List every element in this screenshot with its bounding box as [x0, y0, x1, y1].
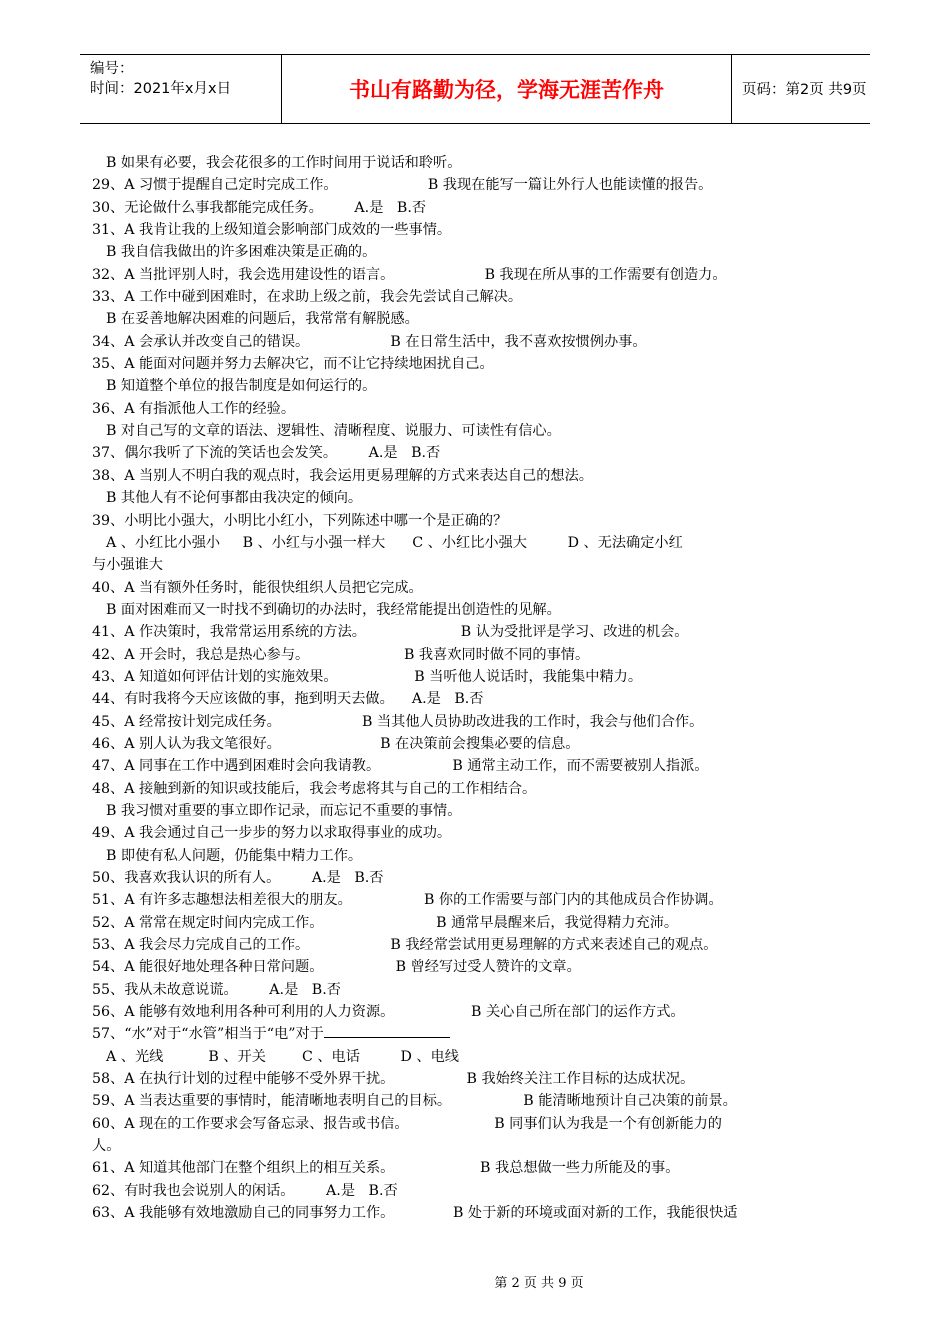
question-text: 57、“水”对于“水管”相当于“电”对于: [92, 1026, 324, 1043]
question-line: [92, 979, 864, 1001]
header-left-cell: [80, 55, 282, 123]
question-line: [92, 398, 864, 420]
question-text: B 面对困难而又一时找不到确切的办法时，我经常能提出创造性的见解。: [106, 601, 561, 618]
question-text: 41、A 作决策时，我常常运用系统的方法。 B 认为受批评是学习、改进的机会。: [92, 624, 689, 641]
question-text: 39、小明比小强大，小明比小红小，下列陈述中哪一个是正确的？: [92, 512, 508, 529]
question-text: 47、A 同事在工作中遇到困难时会向我请教。 B 通常主动工作，而不需要被别人指派。: [92, 758, 709, 775]
question-line: [92, 867, 864, 889]
question-line: [92, 219, 864, 241]
question-text: 42、A 开会时，我总是热心参与。 B 我喜欢同时做不同的事情。: [92, 646, 590, 663]
question-text: B 我自信我做出的许多困难决策是正确的。: [106, 244, 377, 261]
question-text: 33、A 工作中碰到困难时，在求助上级之前，我会先尝试自己解决。: [92, 289, 523, 306]
question-text: 44、有时我将今天应该做的事，拖到明天去做。 A.是 B.否: [92, 691, 484, 708]
question-text: 35、A 能面对问题并努力去解决它，而不让它持续地困扰自己。: [92, 356, 494, 373]
question-line: [92, 845, 864, 867]
header-motto: 书山有路勤为径，学海无涯苦作舟: [282, 55, 732, 123]
question-line: [92, 1046, 864, 1068]
question-text: 59、A 当表达重要的事情时，能清晰地表明自己的目标。 B 能清晰地预计自己决策的前景。: [92, 1093, 737, 1110]
question-text: 34、A 会承认并改变自己的错误。 B 在日常生活中，我不喜欢按惯例办事。: [92, 333, 647, 350]
header-page-info: 页码：第2页 共9页: [742, 82, 867, 98]
question-text: 60、A 现在的工作要求会写备忘录、报告或书信。 B 同事们认为我是一个有创新能力的: [92, 1115, 722, 1132]
question-line: [92, 420, 864, 442]
question-text: B 我习惯对重要的事立即作记录，而忘记不重要的事情。: [106, 802, 462, 819]
question-text: 36、A 有指派他人工作的经验。: [92, 400, 296, 417]
question-text: 58、A 在执行计划的过程中能够不受外界干扰。 B 我始终关注工作目标的达成状况。: [92, 1071, 695, 1088]
question-line: [92, 532, 864, 554]
question-text: 38、A 当别人不明白我的观点时，我会运用更易理解的方式来表达自己的想法。: [92, 467, 593, 484]
question-line: [92, 912, 864, 934]
question-line: [92, 956, 864, 978]
question-line: [92, 1135, 864, 1157]
fill-in-blank[interactable]: [324, 1023, 450, 1038]
question-text: 51、A 有许多志趣想法相差很大的朋友。 B 你的工作需要与部门内的其他成员合作协调。: [92, 892, 723, 909]
question-text: 43、A 知道如何评估计划的实施效果。 B 当听他人说话时，我能集中精力。: [92, 668, 643, 685]
question-line: [92, 733, 864, 755]
question-text: 29、A 习惯于提醒自己定时完成工作。 B 我现在能写一篇让外行人也能读懂的报告。: [92, 177, 713, 194]
question-line: [92, 822, 864, 844]
question-text: 48、A 接触到新的知识或技能后，我会考虑将其与自己的工作相结合。: [92, 780, 537, 797]
question-text: 与小强谁大: [92, 557, 163, 574]
document-number-label: 编号：: [90, 61, 134, 77]
question-line: [92, 197, 864, 219]
question-line: [92, 286, 864, 308]
question-line: [92, 688, 864, 710]
question-text: B 如果有必要，我会花很多的工作时间用于说话和聆听。: [106, 155, 462, 171]
question-line: [92, 800, 864, 822]
question-text: 30、无论做什么事我都能完成任务。 A.是 B.否: [92, 199, 427, 216]
question-text: 55、我从未故意说谎。 A.是 B.否: [92, 981, 341, 998]
question-text: 37、偶尔我听了下流的笑话也会发笑。 A.是 B.否: [92, 445, 441, 462]
question-text: 62、有时我也会说别人的闲话。 A.是 B.否: [92, 1182, 398, 1199]
question-text: A 、光线 B 、开关 C 、电话 D 、电线: [106, 1048, 459, 1065]
question-line: [92, 778, 864, 800]
question-text: B 即使有私人问题，仍能集中精力工作。: [106, 847, 363, 864]
question-line: [92, 174, 864, 196]
question-line: [92, 331, 864, 353]
question-line: [92, 1023, 864, 1045]
question-text: B 知道整个单位的报告制度是如何运行的。: [106, 378, 377, 395]
question-text: A 、小红比小强小 B 、小红与小强一样大 C 、小红比小强大 D 、无法确定小红: [106, 534, 683, 551]
question-text: 人。: [92, 1138, 121, 1155]
question-line: [92, 755, 864, 777]
question-line: [92, 1157, 864, 1179]
question-line: [92, 1113, 864, 1135]
questionnaire-body: [92, 152, 864, 1225]
question-line: [92, 599, 864, 621]
question-text: B 对自己写的文章的语法、逻辑性、清晰程度、说服力、可读性有信心。: [106, 423, 561, 440]
question-line: [92, 554, 864, 576]
question-line: [92, 487, 864, 509]
question-line: [92, 241, 864, 263]
question-text: 63、A 我能够有效地激励自己的同事努力工作。 B 处于新的环境或面对新的工作，我能很快适: [92, 1205, 738, 1222]
question-text: B 其他人有不论何事都由我决定的倾向。: [106, 490, 363, 507]
question-line: [92, 577, 864, 599]
question-line: [92, 711, 864, 733]
question-line: [92, 375, 864, 397]
question-line: [92, 621, 864, 643]
question-text: 32、A 当批评别人时，我会选用建设性的语言。 B 我现在所从事的工作需要有创造力。: [92, 266, 727, 283]
question-line: [92, 353, 864, 375]
question-line: [92, 264, 864, 286]
question-text: 56、A 能够有效地利用各种可利用的人力资源。 B 关心自己所在部门的运作方式。: [92, 1004, 685, 1021]
question-line: [92, 889, 864, 911]
question-line: [92, 1068, 864, 1090]
page-header: [80, 54, 870, 124]
question-text: 53、A 我会尽力完成自己的工作。 B 我经常尝试用更易理解的方式来表述自己的观点。: [92, 937, 718, 954]
question-line: [92, 308, 864, 330]
question-text: 46、A 别人认为我文笔很好。 B 在决策前会搜集必要的信息。: [92, 735, 580, 752]
question-text: 50、我喜欢我认识的所有人。 A.是 B.否: [92, 870, 384, 886]
question-line: [92, 1180, 864, 1202]
question-line: [92, 465, 864, 487]
question-text: 45、A 经常按计划完成任务。 B 当其他人员协助改进我的工作时，我会与他们合作。: [92, 713, 704, 730]
question-line: [92, 1090, 864, 1112]
document-time-label: 时间：2021年x月x日: [90, 81, 232, 97]
question-line: [92, 644, 864, 666]
page-footer: 第 2 页 共 9 页: [494, 1276, 584, 1291]
question-text: 49、A 我会通过自己一步步的努力以求取得事业的成功。: [92, 825, 452, 842]
question-text: 52、A 常常在规定时间内完成工作。 B 通常早晨醒来后，我觉得精力充沛。: [92, 914, 679, 931]
question-line: [92, 1001, 864, 1023]
question-line: [92, 934, 864, 956]
question-text: B 在妥善地解决困难的问题后，我常常有解脱感。: [106, 311, 419, 328]
question-line: [92, 1202, 864, 1224]
question-text: 40、A 当有额外任务时，能很快组织人员把它完成。: [92, 579, 423, 596]
question-text: 61、A 知道其他部门在整个组织上的相互关系。 B 我总想做一些力所能及的事。: [92, 1160, 680, 1177]
question-text: 54、A 能很好地处理各种日常问题。 B 曾经写过受人赞许的文章。: [92, 959, 581, 976]
question-line: [92, 666, 864, 688]
question-line: [92, 152, 864, 174]
question-text: 31、A 我肯让我的上级知道会影响部门成效的一些事情。: [92, 222, 452, 239]
question-line: [92, 442, 864, 464]
question-line: [92, 510, 864, 532]
